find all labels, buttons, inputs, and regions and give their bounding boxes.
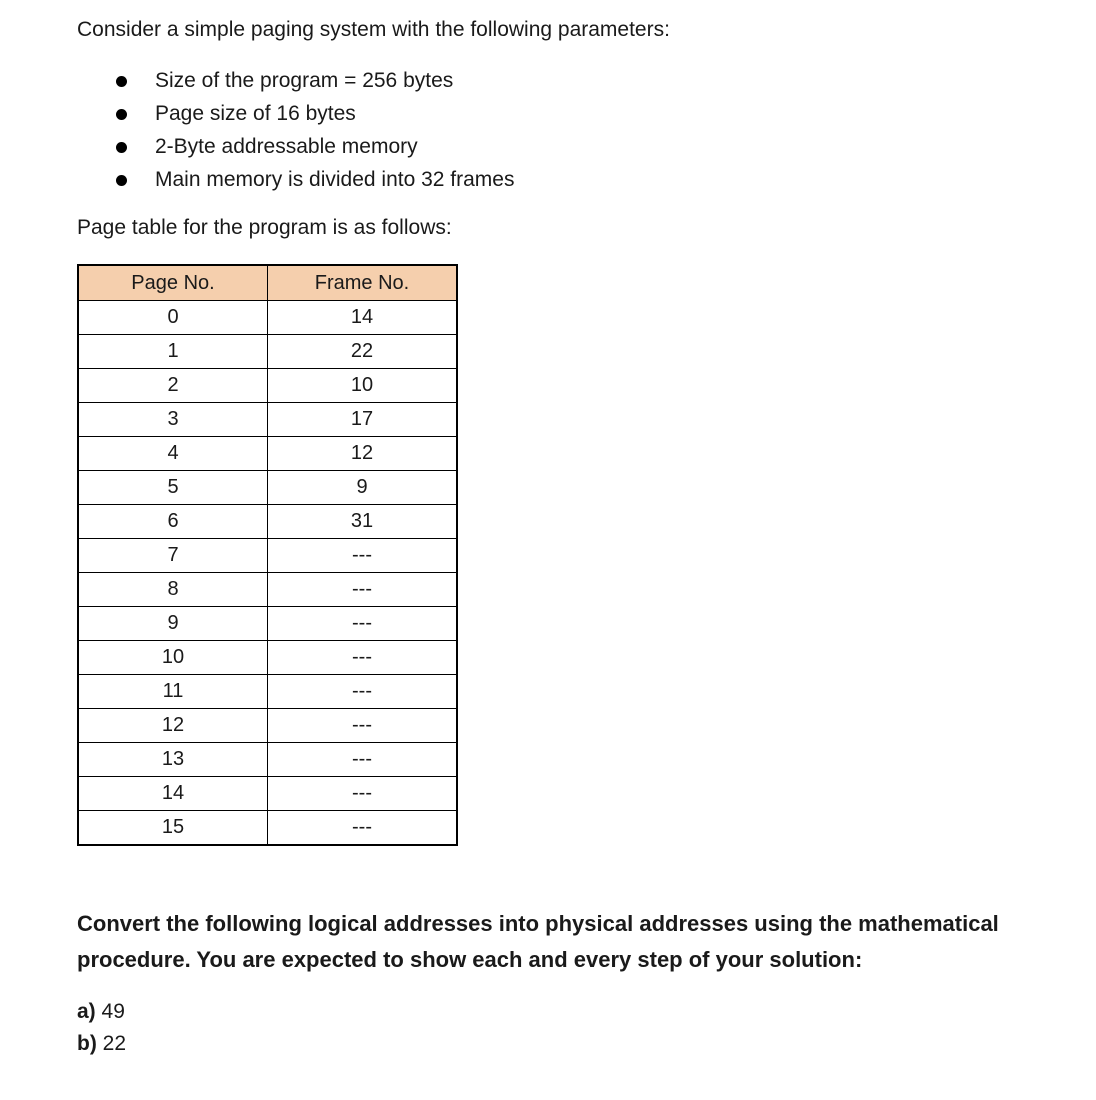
table-row [78, 777, 457, 811]
frame-no-cell: 12 [268, 437, 458, 471]
page-no-cell: 9 [78, 607, 268, 641]
page-no-cell: 11 [78, 675, 268, 709]
page-no-cell: 1 [78, 335, 268, 369]
table-intro-text: Page table for the program is as follows: [77, 216, 452, 239]
frame-no-cell: --- [268, 777, 458, 811]
frame-no-cell: --- [268, 539, 458, 573]
intro-text: Consider a simple paging system with the following parameters: [77, 18, 670, 41]
frame-no-cell: --- [268, 675, 458, 709]
bullet-icon [116, 76, 127, 87]
table-row [78, 369, 457, 403]
bullet-icon [116, 142, 127, 153]
frame-no-cell: --- [268, 709, 458, 743]
page-no-cell: 7 [78, 539, 268, 573]
question-item [77, 1028, 126, 1060]
frame-no-cell: --- [268, 573, 458, 607]
frame-no-cell: --- [268, 743, 458, 777]
bullet-icon [116, 175, 127, 186]
page-no-cell: 6 [78, 505, 268, 539]
parameter-text: Main memory is divided into 32 frames [155, 168, 515, 191]
parameter-item [0, 64, 514, 97]
table-row [78, 675, 457, 709]
question-value: 22 [102, 1032, 127, 1055]
page-no-cell: 14 [78, 777, 268, 811]
parameter-item [0, 97, 514, 130]
question-label: b) [77, 1032, 97, 1055]
question-value: 49 [101, 1000, 125, 1023]
page-no-cell: 10 [78, 641, 268, 675]
parameter-text: Size of the program = 256 bytes [155, 69, 454, 92]
frame-no-cell: 10 [268, 369, 458, 403]
table-row [78, 471, 457, 505]
table-row [78, 607, 457, 641]
page-table [77, 264, 458, 846]
frame-no-cell: 22 [268, 335, 458, 369]
parameter-text: 2-Byte addressable memory [155, 135, 418, 158]
table-row [78, 811, 457, 846]
table-row [78, 335, 457, 369]
frame-no-cell: --- [268, 811, 458, 846]
page-no-cell: 5 [78, 471, 268, 505]
header-page-no: Page No. [78, 265, 268, 301]
instruction-text: Convert the following logical addresses into physical addresses using the mathematical procedure. You are expected to show each and every step of your solution: [77, 911, 999, 972]
frame-no-cell: --- [268, 607, 458, 641]
page-no-cell: 8 [78, 573, 268, 607]
parameter-item [0, 130, 514, 163]
table-header-row [78, 265, 457, 301]
parameter-list [0, 64, 514, 196]
frame-no-cell: 31 [268, 505, 458, 539]
frame-no-cell: --- [268, 641, 458, 675]
question-list [77, 996, 126, 1060]
table-row [78, 437, 457, 471]
frame-no-cell: 9 [268, 471, 458, 505]
table-body [78, 301, 457, 846]
frame-no-cell: 17 [268, 403, 458, 437]
table-row [78, 573, 457, 607]
question-item [77, 996, 126, 1028]
page-no-cell: 0 [78, 301, 268, 335]
parameter-item [0, 163, 514, 196]
table-row [78, 539, 457, 573]
table-row [78, 403, 457, 437]
header-frame-no: Frame No. [268, 265, 458, 301]
page-no-cell: 3 [78, 403, 268, 437]
bullet-icon [116, 109, 127, 120]
page-no-cell: 2 [78, 369, 268, 403]
table-row [78, 301, 457, 335]
page-no-cell: 15 [78, 811, 268, 846]
table-row [78, 505, 457, 539]
page-no-cell: 12 [78, 709, 268, 743]
question-label: a) [77, 1000, 96, 1023]
table-row [78, 743, 457, 777]
page-no-cell: 13 [78, 743, 268, 777]
page-no-cell: 4 [78, 437, 268, 471]
table-row [78, 709, 457, 743]
parameter-text: Page size of 16 bytes [155, 102, 356, 125]
frame-no-cell: 14 [268, 301, 458, 335]
table-row [78, 641, 457, 675]
